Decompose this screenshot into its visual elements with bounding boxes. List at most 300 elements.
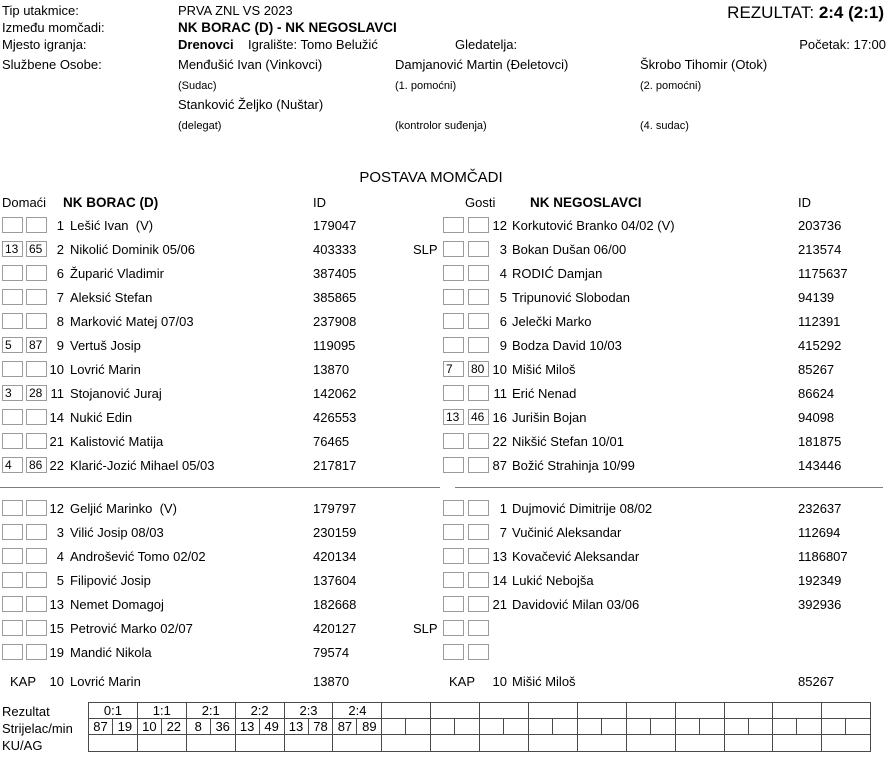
sub-in-box (443, 644, 464, 660)
sub-minute-box: 46 (468, 409, 489, 425)
ku-ag-cell (138, 735, 186, 751)
minute-cell (455, 719, 479, 734)
sub-in-box: 7 (443, 361, 464, 377)
player-row (443, 593, 888, 617)
player-row (443, 286, 888, 310)
sub-in-box (443, 572, 464, 588)
player-name: Nikšić Stefan 10/01 (512, 434, 625, 449)
shirt-number: 2 (56, 242, 64, 257)
player-row (443, 430, 888, 454)
player-name: Vučinić Aleksandar (512, 525, 622, 540)
player-name: Lovrić Marin (70, 362, 141, 377)
player-row (443, 454, 888, 478)
sub-in-box (443, 500, 464, 516)
controller-role: (kontrolor suđenja) (395, 120, 487, 132)
player-name: Geljić Marinko (V) (70, 501, 177, 516)
player-row (0, 430, 443, 454)
player-id: 94098 (798, 410, 835, 425)
sub-in-box (443, 433, 464, 449)
ku-ag-cell (285, 735, 333, 751)
player-id: 13870 (313, 674, 350, 689)
player-id: 237908 (313, 314, 357, 329)
sub-in-box (2, 644, 23, 660)
scorer-cell (676, 719, 700, 734)
scorer-cell (773, 719, 797, 734)
player-id: 415292 (798, 338, 842, 353)
score-progress-cell: 2:2 (236, 703, 284, 719)
shirt-number: 4 (499, 266, 507, 281)
player-name: Petrović Marko 02/07 (70, 621, 193, 636)
minute-cell (846, 719, 870, 734)
away-roster (443, 214, 888, 694)
scorer-minute-cell (285, 719, 333, 735)
scorer-cell (382, 719, 406, 734)
ku-ag-cell (822, 735, 870, 751)
player-row (443, 382, 888, 406)
scorer-min-row-label: Strijelac/min (2, 721, 73, 736)
scorer-cell (725, 719, 749, 734)
player-row (0, 334, 443, 358)
referee-role: (Sudac) (178, 80, 217, 92)
player-name: Mandić Nikola (70, 645, 152, 660)
score-column (332, 702, 382, 752)
shirt-number: 14 (492, 573, 507, 588)
player-row (0, 617, 443, 641)
sub-in-box (2, 409, 23, 425)
player-row (0, 497, 443, 521)
sub-in-box (2, 596, 23, 612)
ku-ag-row-label: KU/AG (2, 738, 43, 753)
player-id: 232637 (798, 501, 842, 516)
player-id: 420134 (313, 549, 357, 564)
sub-in-box (2, 500, 23, 516)
player-name: Marković Matej 07/03 (70, 314, 194, 329)
sub-in-box (2, 217, 23, 233)
kickoff-time: Početak: 17:00 (799, 37, 886, 52)
score-column (235, 702, 285, 752)
away-starters-list (443, 214, 888, 478)
score-column (88, 702, 138, 752)
sub-minute-box (468, 620, 489, 636)
shirt-number: 8 (56, 314, 64, 329)
player-id: 79574 (313, 645, 350, 660)
minute-cell: 19 (117, 719, 133, 734)
ku-ag-cell (773, 735, 821, 751)
scorer-minute-cell (529, 719, 577, 735)
away-substitutes-list (443, 497, 888, 665)
shirt-number: 1 (499, 501, 507, 516)
player-row (443, 262, 888, 286)
player-name: Korkutović Branko 04/02 (V) (512, 218, 675, 233)
ku-ag-cell (725, 735, 773, 751)
score-progress-cell (773, 703, 821, 719)
player-row (0, 521, 443, 545)
score-column (284, 702, 334, 752)
score-column (137, 702, 187, 752)
shirt-number: 11 (493, 386, 507, 401)
scorer-cell (529, 719, 553, 734)
player-id: 94139 (798, 290, 835, 305)
ku-ag-cell (627, 735, 675, 751)
score-column (724, 702, 774, 752)
player-id: 76465 (313, 434, 350, 449)
minute-cell: 49 (264, 719, 279, 734)
sub-in-box (2, 572, 23, 588)
shirt-number: 5 (56, 573, 64, 588)
sub-in-box (2, 289, 23, 305)
player-id: 1175637 (798, 266, 848, 281)
player-name: Lukić Nebojša (512, 573, 594, 588)
shirt-number: 21 (492, 597, 507, 612)
home-captain-row (0, 670, 443, 694)
score-progress-cell (529, 703, 577, 719)
score-column (381, 702, 431, 752)
sub-minute-box: 86 (26, 457, 47, 473)
sub-in-box: 13 (2, 241, 23, 257)
player-name: Jurišin Bojan (512, 410, 587, 425)
away-id-header: ID (798, 195, 811, 210)
referee-name: Menđušić Ivan (Vinkovci) (178, 57, 323, 72)
shirt-number: 13 (49, 597, 64, 612)
minute-cell: 78 (313, 719, 328, 734)
scorer-cell: 87 (333, 719, 357, 734)
scorer-cell: 10 (138, 719, 162, 734)
shirt-number: 5 (499, 290, 507, 305)
ku-ag-cell (89, 735, 137, 751)
scorer-minute-cell (773, 719, 821, 735)
scorer-cell: 13 (285, 719, 309, 734)
result-label: REZULTAT: (727, 3, 815, 22)
sub-in-box (2, 548, 23, 564)
minute-cell (700, 719, 724, 734)
shirt-number: 10 (49, 362, 64, 377)
between-teams-label: Između momčadi: (2, 20, 105, 35)
ku-ag-cell (578, 735, 626, 751)
minute-cell: 89 (362, 719, 377, 734)
minute-cell (553, 719, 577, 734)
sub-in-box (443, 241, 464, 257)
minute-cell: 22 (166, 719, 182, 734)
ku-ag-cell (187, 735, 235, 751)
spectators-label: Gledatelja: (455, 37, 518, 52)
scorer-cell (627, 719, 651, 734)
sub-in-box (443, 457, 464, 473)
slp-note: SLP (413, 242, 438, 257)
player-name: Androšević Tomo 02/02 (70, 549, 206, 564)
shirt-number: 22 (49, 458, 64, 473)
assistant2-name: Škrobo Tihomir (Otok) (640, 57, 768, 72)
shirt-number: 7 (499, 525, 507, 540)
score-column (821, 702, 871, 752)
player-row (0, 641, 443, 665)
competition-value: PRVA ZNL VS 2023 (178, 3, 293, 18)
player-name: Mišić Miloš (512, 674, 576, 689)
sub-in-box (2, 265, 23, 281)
player-id: 137604 (313, 573, 357, 588)
scorer-minute-cell (725, 719, 773, 735)
sub-in-box (2, 361, 23, 377)
home-team-name: NK BORAC (D) (63, 195, 159, 210)
player-name: Župarić Vladimir (70, 266, 164, 281)
scorer-cell (431, 719, 455, 734)
shirt-number: 13 (492, 549, 507, 564)
player-name: Lešić Ivan (V) (70, 218, 154, 233)
player-row (443, 545, 888, 569)
sub-minute-box: 80 (468, 361, 489, 377)
scorer-cell (822, 719, 846, 734)
player-name: Mišić Miloš (512, 362, 576, 377)
minute-cell (651, 719, 675, 734)
sub-in-box (2, 524, 23, 540)
score-progress-cell (382, 703, 430, 719)
scorer-minute-cell (89, 719, 137, 735)
shirt-number: 4 (56, 549, 64, 564)
lineup-title: POSTAVA MOMČADI (359, 169, 503, 186)
player-name: Lovrić Marin (70, 674, 141, 689)
scorer-cell (578, 719, 602, 734)
sub-in-box (2, 313, 23, 329)
player-row (0, 382, 443, 406)
player-name: Nikolić Dominik 05/06 (70, 242, 195, 257)
stadium-value: Igralište: Tomo Belužić (248, 37, 378, 52)
score-progress-cell (480, 703, 528, 719)
shirt-number: 11 (50, 386, 64, 401)
score-column (675, 702, 725, 752)
sub-in-box (443, 524, 464, 540)
player-name: Nemet Domagoj (70, 597, 164, 612)
shirt-number: 9 (499, 338, 507, 353)
player-id: 203736 (798, 218, 842, 233)
sub-in-box (443, 596, 464, 612)
player-row (0, 286, 443, 310)
player-id: 230159 (313, 525, 357, 540)
score-progress-cell: 2:3 (285, 703, 333, 719)
player-id: 387405 (313, 266, 357, 281)
scorer-minute-cell (480, 719, 528, 735)
player-row (443, 214, 888, 238)
score-progress-cell: 2:4 (333, 703, 381, 719)
player-row (0, 262, 443, 286)
sub-in-box: 3 (2, 385, 23, 401)
score-progress-cell: 2:1 (187, 703, 235, 719)
scorer-minute-cell (382, 719, 430, 735)
player-name: Stojanović Juraj (70, 386, 162, 401)
shirt-number: 6 (56, 266, 64, 281)
scorer-minute-cell (578, 719, 626, 735)
ku-ag-cell (529, 735, 577, 751)
scorer-cell (480, 719, 504, 734)
venue-city: Drenovci (178, 37, 234, 52)
captain-label: KAP (10, 674, 37, 689)
shirt-number: 21 (49, 434, 64, 449)
score-column (528, 702, 578, 752)
sub-minute-box: 87 (26, 337, 47, 353)
minute-cell (602, 719, 626, 734)
minute-cell (406, 719, 430, 734)
player-row (443, 521, 888, 545)
player-row (0, 545, 443, 569)
minute-cell (797, 719, 821, 734)
player-row (443, 310, 888, 334)
score-progress-cell: 0:1 (89, 703, 137, 719)
player-row (443, 569, 888, 593)
sub-in-box: 13 (443, 409, 464, 425)
score-progress-cell: 1:1 (138, 703, 186, 719)
player-id: 179797 (313, 501, 357, 516)
assistant1-name: Damjanović Martin (Đeletovci) (395, 57, 569, 72)
officials-label: Službene Osobe: (2, 57, 102, 72)
scorer-minute-cell (187, 719, 235, 735)
score-column (577, 702, 627, 752)
player-id: 143446 (798, 458, 842, 473)
score-progression-grid (88, 702, 871, 752)
player-name: Dujmović Dimitrije 08/02 (512, 501, 653, 516)
away-side-label: Gosti (465, 195, 496, 210)
player-row (443, 617, 888, 641)
player-id: 217817 (313, 458, 357, 473)
shirt-number: 19 (49, 645, 64, 660)
shirt-number: 6 (499, 314, 507, 329)
shirt-number: 1 (56, 218, 64, 233)
player-id: 85267 (798, 362, 835, 377)
sub-in-box (443, 385, 464, 401)
shirt-number: 22 (492, 434, 507, 449)
player-name: Tripunović Slobodan (512, 290, 631, 305)
match-title: NK BORAC (D) - NK NEGOSLAVCI (178, 20, 397, 35)
player-name: Kalistović Matija (70, 434, 164, 449)
player-id: 119095 (313, 338, 356, 353)
sub-in-box (2, 620, 23, 636)
sub-in-box (443, 289, 464, 305)
player-name: Klarić-Jozić Mihael 05/03 (70, 458, 215, 473)
player-id: 192349 (798, 573, 842, 588)
player-id: 85267 (798, 674, 835, 689)
player-row (0, 214, 443, 238)
sub-minute-box: 65 (26, 241, 47, 257)
player-name: Bodza David 10/03 (512, 338, 622, 353)
score-progress-cell (431, 703, 479, 719)
player-name: Bokan Dušan 06/00 (512, 242, 627, 257)
ku-ag-cell (676, 735, 724, 751)
player-row (443, 238, 888, 262)
scorer-minute-cell (822, 719, 870, 735)
score-progress-cell (725, 703, 773, 719)
player-name: Vertuš Josip (70, 338, 141, 353)
minute-cell: 36 (215, 719, 230, 734)
player-id: 181875 (798, 434, 842, 449)
score-column (186, 702, 236, 752)
fourth-official-role: (4. sudac) (640, 120, 689, 132)
sub-in-box (443, 548, 464, 564)
player-row (443, 406, 888, 430)
shirt-number: 10 (49, 674, 64, 689)
scorer-minute-cell (333, 719, 381, 735)
player-row (0, 358, 443, 382)
player-row (0, 406, 443, 430)
shirt-number: 3 (499, 242, 507, 257)
shirt-number: 10 (492, 674, 507, 689)
player-row (0, 569, 443, 593)
result-row-label: Rezultat (2, 704, 50, 719)
player-id: 182668 (313, 597, 357, 612)
shirt-number: 9 (56, 338, 64, 353)
delegate-name: Stanković Željko (Nuštar) (178, 97, 324, 112)
ku-ag-cell (382, 735, 430, 751)
player-id: 426553 (313, 410, 357, 425)
score-progress-cell (822, 703, 870, 719)
result-value: 2:4 (2:1) (818, 3, 884, 22)
player-id: 112391 (798, 314, 841, 329)
sub-in-box: 5 (2, 337, 23, 353)
sub-in-box (2, 433, 23, 449)
sub-minute-box (468, 644, 489, 660)
player-id: 13870 (313, 362, 350, 377)
score-column (626, 702, 676, 752)
scorer-minute-cell (138, 719, 186, 735)
shirt-number: 12 (49, 501, 64, 516)
shirt-number: 16 (492, 410, 507, 425)
score-column (772, 702, 822, 752)
player-id: 142062 (313, 386, 357, 401)
player-id: 179047 (313, 218, 357, 233)
scorer-minute-cell (627, 719, 675, 735)
away-captain-row (443, 670, 888, 694)
player-id: 213574 (798, 242, 842, 257)
match-type-label: Tip utakmice: (2, 3, 79, 18)
player-row (0, 238, 443, 262)
home-side-label: Domaći (2, 195, 47, 210)
player-name: Erić Nenad (512, 386, 577, 401)
sub-in-box: 4 (2, 457, 23, 473)
player-name: Nukić Edin (70, 410, 133, 425)
score-progress-cell (627, 703, 675, 719)
slp-note: SLP (413, 621, 438, 636)
player-name: Božić Strahinja 10/99 (512, 458, 635, 473)
delegate-role: (delegat) (178, 120, 222, 132)
sub-in-box (443, 217, 464, 233)
minute-cell (749, 719, 773, 734)
venue-label: Mjesto igranja: (2, 37, 87, 52)
player-name: RODIĆ Damjan (512, 266, 603, 281)
player-id: 86624 (798, 386, 835, 401)
score-column (479, 702, 529, 752)
player-name: Filipović Josip (70, 573, 151, 588)
player-name: Jelečki Marko (512, 314, 592, 329)
shirt-number: 10 (492, 362, 507, 377)
player-row (443, 641, 888, 665)
assistant2-role: (2. pomoćni) (640, 80, 702, 92)
shirt-number: 87 (492, 458, 507, 473)
home-subs-divider (0, 487, 440, 488)
score-progress-cell (578, 703, 626, 719)
minute-cell (504, 719, 528, 734)
home-substitutes-list (0, 497, 443, 665)
sub-in-box (443, 620, 464, 636)
scorer-cell: 8 (187, 719, 211, 734)
player-row (0, 310, 443, 334)
home-roster (0, 214, 443, 694)
away-subs-divider (455, 487, 883, 488)
sub-minute-box: 28 (26, 385, 47, 401)
player-row (443, 358, 888, 382)
result-heading (727, 3, 884, 23)
player-id: 392936 (798, 597, 842, 612)
player-name: Davidović Milan 03/06 (512, 597, 640, 612)
away-team-name: NK NEGOSLAVCI (530, 195, 642, 210)
home-starters-list (0, 214, 443, 478)
shirt-number: 3 (56, 525, 64, 540)
sub-in-box (443, 265, 464, 281)
